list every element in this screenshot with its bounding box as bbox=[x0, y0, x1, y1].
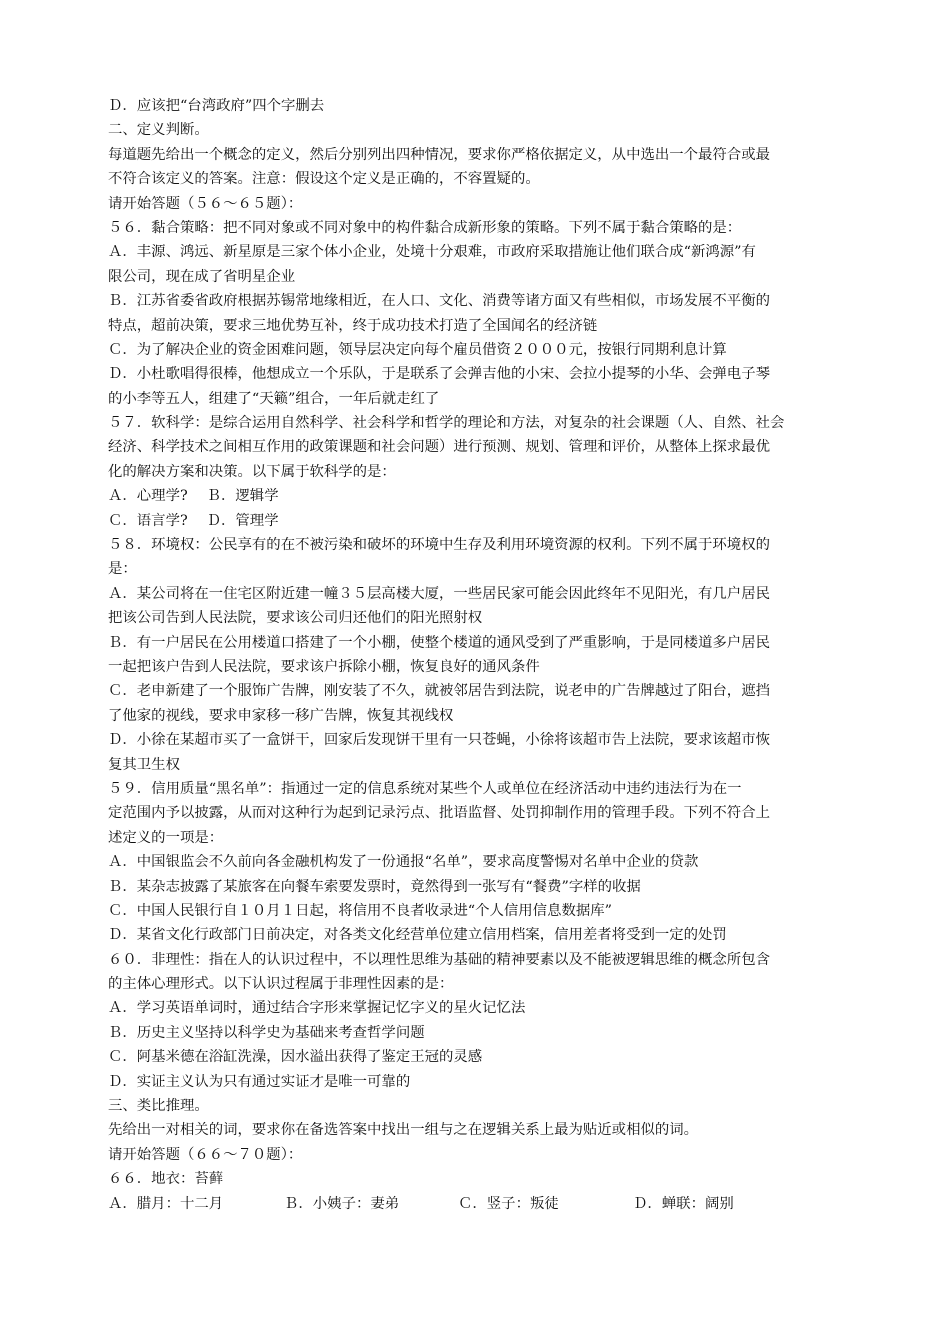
document-text bbox=[108, 94, 868, 1192]
text-line: 一起把该户告到人民法院，要求该户拆除小棚，恢复良好的通风条件 bbox=[108, 658, 540, 675]
text-line: 请开始答题（５６～６５题）： bbox=[108, 195, 303, 212]
text-line: 请开始答题（６６～７０题）： bbox=[108, 1146, 303, 1163]
text-line: 定范围内予以披露，从而对这种行为起到记录污点、批语监督、处罚抑制作用的管理手段。下列不符合上 bbox=[108, 805, 770, 822]
text-line: 特点，超前决策，要求三地优势互补，终于成功技术打造了全国闻名的经济链 bbox=[108, 317, 598, 334]
text-line: 是： bbox=[108, 561, 137, 578]
text-line: Ｃ．语言学? Ｄ．管理学 bbox=[108, 512, 279, 529]
text-line: Ｄ．小杜歌唱得很棒，他想成立一个乐队，于是联系了会弹吉他的小宋、会拉小提琴的小华、会弹电子琴 bbox=[108, 366, 770, 383]
text-line: 复其卫生权 bbox=[108, 756, 180, 773]
text-line: Ａ．学习英语单词时，通过结合字形来掌握记忆字义的星火记忆法 bbox=[108, 1000, 526, 1017]
text-line: 先给出一对相关的词，要求你在备选答案中找出一组与之在逻辑关系上最为贴近或相似的词。 bbox=[108, 1122, 699, 1139]
text-line: Ａ．某公司将在一住宅区附近建一幢３５层高楼大厦，一些居民家可能会因此终年不见阳光，有几户居民 bbox=[108, 585, 770, 602]
text-line: ５８．环境权：公民享有的在不被污染和破坏的环境中生存及利用环境资源的权利。下列不属于环境权的 bbox=[108, 537, 770, 554]
text-line: Ｂ．有一户居民在公用楼道口搭建了一个小棚，使整个楼道的通风受到了严重影响，于是同楼道多户居民 bbox=[108, 634, 770, 651]
text-line: ６０．非理性：指在人的认识过程中，不以理性思维为基础的精神要素以及不能被逻辑思维的概念所包含 bbox=[108, 951, 770, 968]
text-line: ５６．黏合策略：把不同对象或不同对象中的构件黏合成新形象的策略。下列不属于黏合策略的是： bbox=[108, 219, 742, 236]
text-line: Ｄ．应该把“台湾政府”四个字删去 bbox=[108, 98, 325, 114]
text-line: 限公司，现在成了省明星企业 bbox=[108, 268, 296, 285]
text-line: Ｃ．中国人民银行自１０月１日起，将信用不良者收录进“个人信用信息数据库” bbox=[108, 902, 612, 919]
text-line: Ｃ．老申新建了一个服饰广告牌，刚安装了不久，就被邻居告到法院，说老申的广告牌越过了阳台，遮挡 bbox=[108, 683, 770, 700]
text-line: 化的解决方案和决策。以下属于软科学的是： bbox=[108, 463, 396, 480]
text-line: 二、定义判断。 bbox=[108, 122, 209, 139]
text-line: ５７．软科学：是综合运用自然科学、社会科学和哲学的理论和方法，对复杂的社会课题（人、自然、社会 bbox=[108, 415, 785, 432]
text-line: Ａ．中国银监会不久前向各金融机构发了一份通报“名单”，要求高度警惕对名单中企业的贷款 bbox=[108, 854, 699, 871]
q66-option-d: Ｄ．蝉联：阔别 bbox=[633, 1195, 734, 1212]
q66-option-b: Ｂ．小姨子：妻弟 bbox=[284, 1195, 400, 1212]
text-line: Ｄ．实证主义认为只有通过实证才是唯一可靠的 bbox=[108, 1073, 411, 1090]
text-line: 经济、科学技术之间相互作用的政策课题和社会问题）进行预测、规划、管理和评价，从整体上探求最优 bbox=[108, 439, 770, 456]
text-line: Ｂ．某杂志披露了某旅客在向餐车索要发票时，竟然得到一张写有“餐费”字样的收据 bbox=[108, 878, 641, 895]
text-line: Ａ．心理学? Ｂ．逻辑学 bbox=[108, 488, 279, 505]
q66-option-a: Ａ．腊月：十二月 bbox=[108, 1195, 224, 1212]
document-page bbox=[108, 94, 868, 1216]
text-line: Ｄ．小徐在某超市买了一盒饼干，回家后发现饼干里有一只苍蝇，小徐将该超市告上法院，要求该超市恢 bbox=[108, 732, 770, 749]
text-line: 的主体心理形式。以下认识过程属于非理性因素的是： bbox=[108, 976, 454, 993]
text-line: 述定义的一项是： bbox=[108, 829, 224, 846]
q66-options bbox=[108, 1192, 868, 1216]
text-line: 每道题先给出一个概念的定义，然后分别列出四种情况，要求你严格依据定义，从中选出一个最符合或最 bbox=[108, 146, 770, 163]
q66-option-c: Ｃ．竖子：叛徒 bbox=[458, 1195, 559, 1212]
text-line: Ａ．丰源、鸿远、新星原是三家个体小企业，处境十分艰难，市政府采取措施让他们联合成“新鸿源”有 bbox=[108, 244, 756, 261]
text-line: ６６．地衣：苔藓 bbox=[108, 1171, 224, 1188]
text-line: Ｂ．江苏省委省政府根据苏锡常地缘相近，在人口、文化、消费等诸方面又有些相似，市场发展不平衡的 bbox=[108, 293, 770, 310]
text-line: 不符合该定义的答案。注意：假设这个定义是正确的，不容置疑的。 bbox=[108, 171, 540, 188]
text-line: Ｃ．为了解决企业的资金困难问题，领导层决定向每个雇员借资２０００元，按银行同期利息计算 bbox=[108, 341, 727, 358]
text-line: Ｂ．历史主义坚持以科学史为基础来考查哲学问题 bbox=[108, 1024, 425, 1041]
text-line: 三、类比推理。 bbox=[108, 1098, 209, 1115]
text-line: 的小李等五人，组建了“天籁”组合，一年后就走红了 bbox=[108, 390, 440, 407]
text-line: ５９．信用质量“黑名单”：指通过一定的信息系统对某些个人或单位在经济活动中违约违法行为在一 bbox=[108, 780, 742, 797]
text-line: 了他家的视线，要求申家移一移广告牌，恢复其视线权 bbox=[108, 707, 454, 724]
text-line: 把该公司告到人民法院，要求该公司归还他们的阳光照射权 bbox=[108, 610, 483, 627]
text-line: Ｄ．某省文化行政部门日前决定，对各类文化经营单位建立信用档案，信用差者将受到一定的处罚 bbox=[108, 927, 727, 944]
text-line: Ｃ．阿基米德在浴缸洗澡，因水溢出获得了鉴定王冠的灵感 bbox=[108, 1049, 483, 1066]
